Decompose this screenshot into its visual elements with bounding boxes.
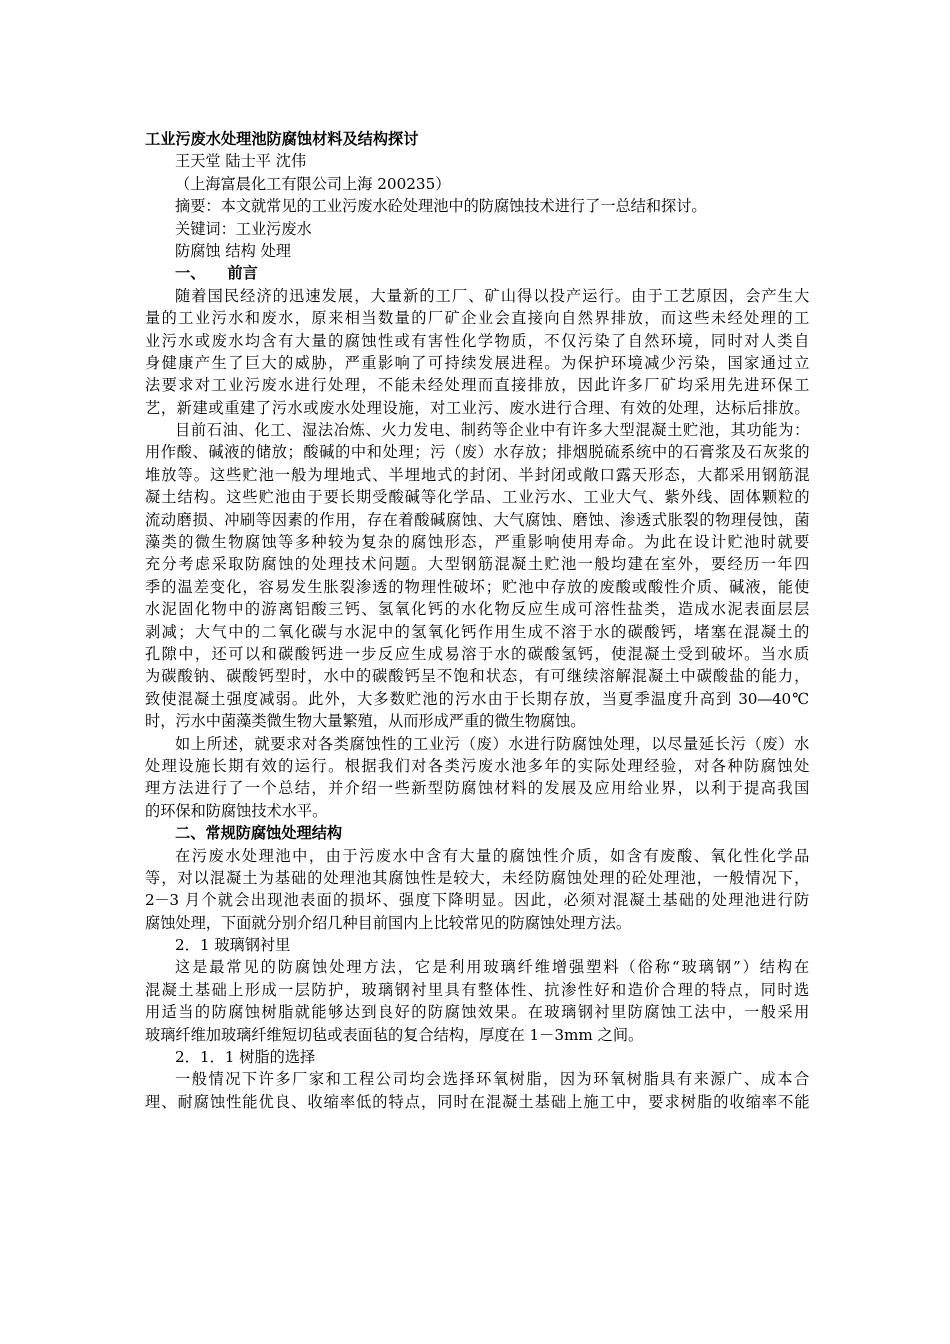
keywords-line-1: 关键词：工业污废水 — [175, 219, 312, 238]
paragraph-line: 腐蚀处理，下面就分别介绍几种目前国内上比较常见的防腐蚀处理方法。 — [145, 913, 631, 932]
paragraph-line: 水泥固化物中的游离铝酸三钙、氢氧化钙的水化物反应生成可溶性盐类，造成水泥表面层层 — [145, 600, 809, 619]
paragraph-line: 身健康产生了巨大的威胁，严重影响了可持续发展进程。为保护环境减少污染，国家通过立 — [145, 353, 809, 372]
paragraph-line: 用作酸、碱液的储放；酸碱的中和处理；污（废）水存放；排烟脱硫系统中的石膏浆及石灰浆的 — [145, 443, 809, 462]
section-1-title: 前言 — [227, 264, 258, 283]
paragraph-line: 艺，新建或重建了污水或废水处理设施，对工业污、废水进行合理、有效的处理，达标后排放。 — [145, 398, 809, 417]
paragraph-line: 为碳酸钠、碳酸钙型时，水中的碳酸钙呈不饱和状态，有可继续溶解混凝土中碳酸盐的能力， — [145, 667, 809, 686]
section-1-heading — [145, 262, 809, 284]
abstract: 摘要：本文就常见的工业污废水砼处理池中的防腐蚀技术进行了一总结和探讨。 — [175, 197, 707, 216]
paragraph-line: 这是最常见的防腐蚀处理方法，它是利用玻璃纤维增强塑料（俗称“玻璃钢”）结构在 — [175, 958, 809, 977]
paragraph-line: 2－3 月个就会出现池表面的损坏、强度下降明显。因此，必须对混凝土基础的处理池进行防 — [145, 891, 809, 910]
paragraph-line: 处理设施长期有效的运行。根据我们对各类污废水池多年的实际处理经验，对各种防腐蚀处 — [145, 756, 809, 775]
keywords-line-2: 防腐蚀 结构 处理 — [175, 241, 291, 260]
paragraph-line: 用适当的防腐蚀树脂就能够达到良好的防腐蚀效果。在玻璃钢衬里防腐蚀工法中，一般采用 — [145, 1003, 809, 1022]
paragraph-line: 在污废水处理池中，由于污废水中含有大量的腐蚀性介质，如含有废酸、氧化性化学品 — [175, 846, 809, 865]
paragraph-line: 堆放等。这些贮池一般为埋地式、半埋地式的封闭、半封闭或敞口露天形态，大都采用钢筋混 — [145, 465, 809, 484]
section-1-number: 一、 — [175, 264, 206, 283]
paragraph-line: 流动磨损、冲刷等因素的作用，存在着酸碱腐蚀、大气腐蚀、磨蚀、渗透式胀裂的物理侵蚀，菌 — [145, 510, 809, 529]
paragraph-line: 剥减；大气中的二氧化碳与水泥中的氢氧化钙作用生成不溶于水的碳酸钙，堵塞在混凝土的 — [145, 622, 809, 641]
document-page — [145, 128, 809, 1113]
affiliation: （上海富晨化工有限公司上海 200235） — [175, 174, 451, 193]
paragraph-line: 玻璃纤维加玻璃纤维短切毡或表面毡的复合结构，厚度在 1－3mm 之间。 — [145, 1025, 644, 1044]
paragraph-line: 如上所述，就要求对各类腐蚀性的工业污（废）水进行防腐蚀处理，以尽量延长污（废）水 — [175, 734, 809, 753]
document-title: 工业污废水处理池防腐蚀材料及结构探讨 — [145, 130, 419, 148]
paragraph-line: 凝土结构。这些贮池由于要长期受酸碱等化学品、工业污水、工业大气、紫外线、固体颗粒的 — [145, 488, 809, 507]
subsection-2-1-heading: 2．1 玻璃钢衬里 — [175, 936, 291, 955]
paragraph-line: 季的温差变化，容易发生胀裂渗透的物理性破坏；贮池中存放的废酸或酸性介质、碱液，能使 — [145, 577, 809, 596]
subsection-2-1-1-heading: 2．1．1 树脂的选择 — [175, 1048, 316, 1067]
paragraph-line: 随着国民经济的迅速发展，大量新的工厂、矿山得以投产运行。由于工艺原因，会产生大 — [175, 286, 809, 305]
paragraph-line: 混凝土基础上形成一层防护，玻璃钢衬里具有整体性、抗渗性好和造价合理的特点，同时选 — [145, 980, 809, 999]
paragraph-line: 法要求对工业污废水进行处理，不能未经处理而直接排放，因此许多厂矿均采用先进环保工 — [145, 376, 809, 395]
paragraph-line: 藻类的微生物腐蚀等多种较为复杂的腐蚀形态，严重影响使用寿命。为此在设计贮池时就要 — [145, 533, 809, 552]
paragraph-line: 理、耐腐蚀性能优良、收缩率低的特点，同时在混凝土基础上施工中，要求树脂的收缩率不能 — [145, 1092, 809, 1111]
paragraph-line: 致使混凝土强度减弱。此外，大多数贮池的污水由于长期存放，当夏季温度升高到 30—40℃ — [145, 689, 809, 708]
paragraph-line: 时，污水中菌藻类微生物大量繁殖，从而形成严重的微生物腐蚀。 — [145, 712, 586, 731]
section-2-heading: 二、常规防腐蚀处理结构 — [175, 824, 343, 843]
paragraph-line: 一般情况下许多厂家和工程公司均会选择环氧树脂，因为环氧树脂具有来源广、成本合 — [175, 1070, 809, 1089]
paragraph-line: 等，对以混凝土为基础的处理池其腐蚀性是较大，未经防腐蚀处理的砼处理池，一般情况下， — [145, 868, 809, 887]
paragraph-line: 的环保和防腐蚀技术水平。 — [145, 801, 328, 820]
paragraph-line: 充分考虑采取防腐蚀的处理技术问题。大型钢筋混凝土贮池一般均建在室外，要经历一年四 — [145, 555, 809, 574]
paragraph-line: 业污水或废水均含有大量的腐蚀性或有害性化学物质，不仅污染了自然环境，同时对人类自 — [145, 331, 809, 350]
paragraph-line: 理方法进行了一个总结，并介绍一些新型防腐蚀材料的发展及应用给业界，以利于提高我国 — [145, 779, 809, 798]
paragraph-line: 量的工业污水和废水，原来相当数量的厂矿企业会直接向自然界排放，而这些未经处理的工 — [145, 309, 809, 328]
paragraph-line: 孔隙中，还可以和碳酸钙进一步反应生成易溶于水的碳酸氢钙，使混凝土受到破坏。当水质 — [145, 644, 809, 663]
authors: 王天堂 陆士平 沈伟 — [175, 152, 307, 171]
paragraph-line: 目前石油、化工、湿法冶炼、火力发电、制药等企业中有许多大型混凝土贮池，其功能为： — [175, 421, 809, 440]
